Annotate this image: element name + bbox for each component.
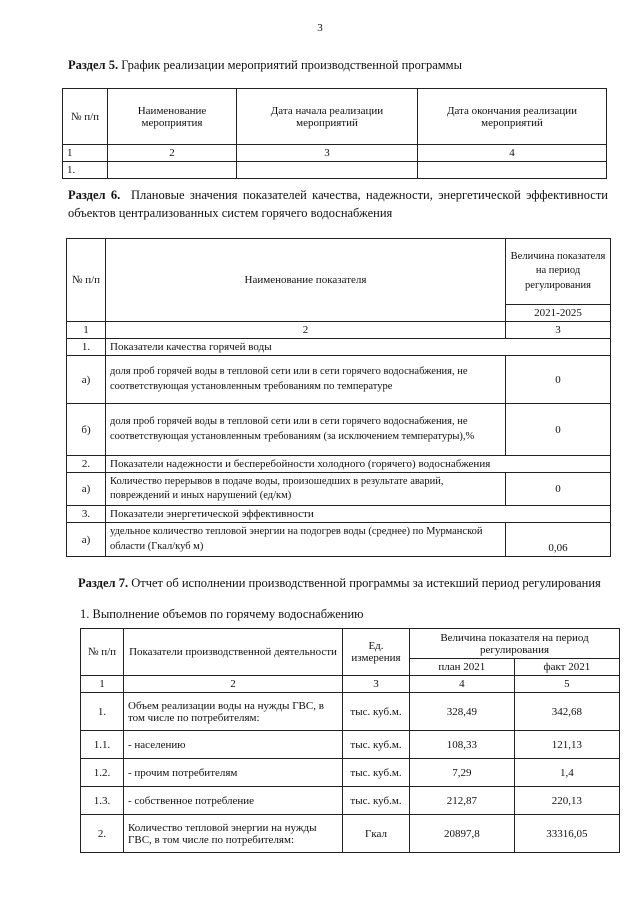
s6-row-name: Показатели энергетической эффективности	[106, 506, 611, 523]
s7-row-name: - населению	[124, 731, 343, 759]
s6-row-num: 2.	[67, 456, 106, 473]
s7-row-plan: 108,33	[410, 731, 515, 759]
s7-row-plan: 212,87	[410, 787, 515, 815]
s7-row-fact: 220,13	[514, 787, 619, 815]
section-6-table	[66, 238, 611, 557]
s5-num-col1: 1	[63, 145, 108, 162]
s7-row-plan: 7,29	[410, 759, 515, 787]
s5-num-col3: 3	[237, 145, 418, 162]
section-7-heading	[78, 576, 618, 591]
s7-num-col3: 3	[343, 676, 410, 693]
s6-row-value: 0	[506, 404, 611, 456]
s7-header-value: Величина показателя на период регулирования	[410, 629, 620, 659]
s7-header-name: Показатели производственной деятельности	[124, 629, 343, 676]
s7-row-unit: Гкал	[343, 815, 410, 853]
s7-num-col1: 1	[81, 676, 124, 693]
s5-row1-start	[237, 162, 418, 179]
s7-num-col2: 2	[124, 676, 343, 693]
s5-header-end: Дата окончания реализации мероприятий	[418, 89, 607, 145]
s7-header-plan: план 2021	[410, 659, 515, 676]
s6-row-name: доля проб горячей воды в тепловой сети или в сети горячего водоснабжения, не соответствующая установленным требованиям (за исключением температуры),%	[106, 404, 506, 456]
section-7-table	[80, 628, 620, 853]
s7-row-num: 2.	[81, 815, 124, 853]
s7-row-name: Количество тепловой энергии на нужды ГВС, в том числе по потребителям:	[124, 815, 343, 853]
section-7-title: Отчет об исполнении производственной программы за истекший период регулирования	[131, 576, 601, 590]
s6-row-name: доля проб горячей воды в тепловой сети или в сети горячего водоснабжения, не соответствующая установленным требованиям по температуре	[106, 356, 506, 404]
section-5-label: Раздел 5.	[68, 58, 119, 72]
s5-row1-num: 1.	[63, 162, 108, 179]
section-6-label: Раздел 6.	[68, 188, 121, 202]
s7-row-name: - прочим потребителям	[124, 759, 343, 787]
s5-num-col2: 2	[108, 145, 237, 162]
s7-row-unit: тыс. куб.м.	[343, 759, 410, 787]
s6-row-name: удельное количество тепловой энергии на подогрев воды (среднее) по Мурманской области (Гкал/куб м)	[106, 523, 506, 556]
section-5-heading	[68, 58, 608, 73]
section-5-title: График реализации мероприятий производственной программы	[121, 58, 462, 72]
s7-row-num: 1.2.	[81, 759, 124, 787]
s6-row-value: 0	[506, 473, 611, 506]
s6-row-value: 0,06	[506, 523, 611, 556]
s7-row-name: - собственное потребление	[124, 787, 343, 815]
section-7-subtitle: 1. Выполнение объемов по горячему водоснабжению	[80, 607, 364, 621]
s7-row-fact: 342,68	[514, 693, 619, 731]
s7-num-col5: 5	[514, 676, 619, 693]
s6-row-num: а)	[67, 523, 106, 556]
s6-header-period: 2021-2025	[506, 305, 611, 322]
s7-row-num: 1.	[81, 693, 124, 731]
s7-row-num: 1.3.	[81, 787, 124, 815]
s7-row-name: Объем реализации воды на нужды ГВС, в том числе по потребителям:	[124, 693, 343, 731]
section-7-label: Раздел 7.	[78, 576, 129, 590]
s7-header-num: № п/п	[81, 629, 124, 676]
s6-header-value: Величина показателя на период регулирования	[506, 239, 611, 305]
s6-row-num: 1.	[67, 339, 106, 356]
s5-header-start: Дата начала реализации мероприятий	[237, 89, 418, 145]
s6-row-num: а)	[67, 473, 106, 506]
s6-header-name: Наименование показателя	[106, 239, 506, 322]
s7-row-plan: 20897,8	[410, 815, 515, 853]
s7-row-plan: 328,49	[410, 693, 515, 731]
s6-row-num: б)	[67, 404, 106, 456]
s6-num-col3: 3	[506, 322, 611, 339]
section-5-table	[62, 88, 607, 179]
s6-row-name: Показатели надежности и бесперебойности холодного (горячего) водоснабжения	[106, 456, 611, 473]
s6-row-value: 0	[506, 356, 611, 404]
s5-row1-name	[108, 162, 237, 179]
s7-row-unit: тыс. куб.м.	[343, 787, 410, 815]
s6-row-num: а)	[67, 356, 106, 404]
s5-header-name: Наименование мероприятия	[108, 89, 237, 145]
s5-num-col4: 4	[418, 145, 607, 162]
s5-header-num: № п/п	[63, 89, 108, 145]
s7-row-fact: 1,4	[514, 759, 619, 787]
s7-header-unit: Ед. измерения	[343, 629, 410, 676]
s6-num-col1: 1	[67, 322, 106, 339]
s6-row-num: 3.	[67, 506, 106, 523]
s6-header-num: № п/п	[67, 239, 106, 322]
s7-row-unit: тыс. куб.м.	[343, 693, 410, 731]
s6-num-col2: 2	[106, 322, 506, 339]
section-6-title: Плановые значения показателей качества, надежности, энергетической эффективности объектов централизованных систем горячего водоснабжения	[68, 188, 608, 221]
page-number: 3	[317, 22, 323, 34]
s5-row1-end	[418, 162, 607, 179]
s7-num-col4: 4	[410, 676, 515, 693]
s7-header-fact: факт 2021	[514, 659, 619, 676]
s7-row-num: 1.1.	[81, 731, 124, 759]
s7-row-fact: 121,13	[514, 731, 619, 759]
s6-row-name: Показатели качества горячей воды	[106, 339, 611, 356]
section-6-heading	[68, 186, 608, 222]
s7-row-fact: 33316,05	[514, 815, 619, 853]
s7-row-unit: тыс. куб.м.	[343, 731, 410, 759]
s6-row-name: Количество перерывов в подаче воды, произошедших в результате аварий, повреждений и иных нарушений (ед/км)	[106, 473, 506, 506]
